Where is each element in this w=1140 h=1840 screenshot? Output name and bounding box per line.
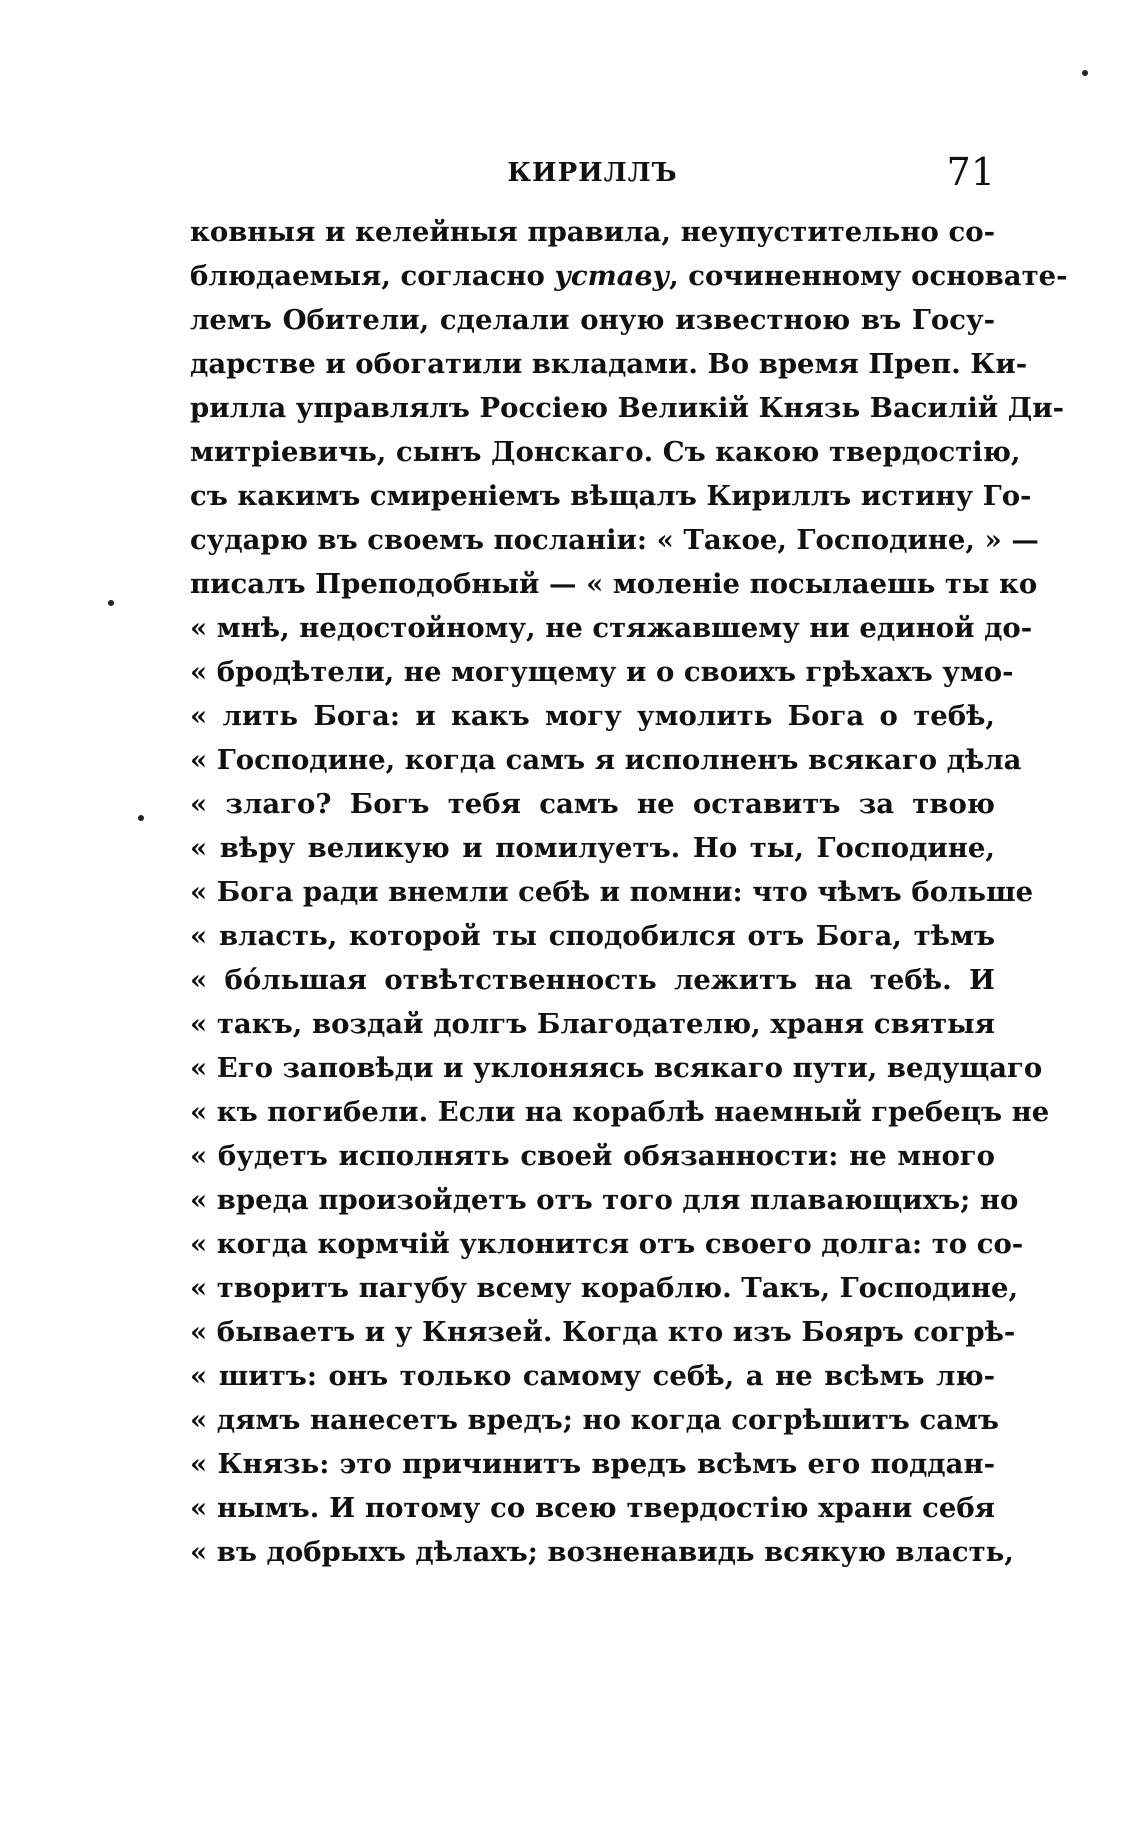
text-line: « бродѣтели, не могущему и о своихъ грѣхахъ умо-: [190, 656, 1014, 688]
text-line: « вреда произойдетъ отъ того для плавающихъ; но: [190, 1184, 1019, 1216]
italic-word: уставу: [554, 260, 670, 292]
scan-speck: [138, 815, 144, 821]
text-line: « когда кормчій уклонится отъ своего долга: то со-: [190, 1228, 1024, 1260]
text-line: « въ добрыхъ дѣлахъ; возненавидь всякую власть,: [190, 1536, 1014, 1568]
text-line: « къ погибели. Если на кораблѣ наемный гребецъ не: [190, 1096, 1050, 1128]
text-line: « Бога ради внемли себѣ и помни: что чѣмъ больше: [190, 876, 1034, 908]
text-line: « бóльшая отвѣтственность лежитъ на тебѣ. И: [190, 964, 995, 996]
scan-speck: [1082, 70, 1088, 76]
text-line: « Господине, когда самъ я исполненъ всякаго дѣла: [190, 744, 1022, 776]
text-line-italic: блюдаемыя, согласно уставу, сочиненному основате-: [190, 260, 1068, 292]
text-line: « Князь: это причинитъ вредъ всѣмъ его поддан-: [190, 1448, 995, 1480]
body-text: [190, 210, 1068, 1574]
text-line: « лить Бога: и какъ могу умолить Бога о тебѣ,: [190, 700, 995, 732]
text-line: « шитъ: онъ только самому себѣ, а не всѣмъ лю-: [190, 1360, 995, 1392]
text-line: рилла управлялъ Россіею Великій Князь Василій Ди-: [190, 392, 1064, 424]
text-line: « бываетъ и у Князей. Когда кто изъ Бояръ согрѣ-: [190, 1316, 1016, 1348]
text-line: « злаго? Богъ тебя самъ не оставитъ за твою: [190, 788, 995, 820]
text-line: « Его заповѣди и уклоняясь всякаго пути, ведущаго: [190, 1052, 1043, 1084]
text-line: « мнѣ, недостойному, не стяжавшему ни единой до-: [190, 612, 1033, 644]
page-number: 71: [946, 150, 995, 194]
text-line: митріевичь, сынъ Донскаго. Съ какою твердостію,: [190, 436, 1021, 468]
text-line: « вѣру великую и помилуетъ. Но ты, Господине,: [190, 832, 995, 864]
text-line: писалъ Преподобный — « моленіе посылаешь ты ко: [190, 568, 1038, 600]
text-line: лемъ Обители, сделали оную известною въ Госу-: [190, 304, 995, 336]
text-line: « будетъ исполнять своей обязанности: не много: [190, 1140, 995, 1172]
text-line: съ какимъ смиреніемъ вѣщалъ Кириллъ истину Го-: [190, 480, 1032, 512]
text-line: сударю въ своемъ посланіи: « Такое, Господине, » —: [190, 524, 1039, 556]
text-line: « нымъ. И потому со всею твердостію храни себя: [190, 1492, 995, 1524]
text-line: ковныя и келейныя правила, неупустительно со-: [190, 216, 995, 248]
page-header: [190, 150, 995, 200]
running-head: КИРИЛЛЪ: [507, 158, 678, 188]
text-line: дарстве и обогатили вкладами. Во время Преп. Ки-: [190, 348, 1028, 380]
text-line: « власть, которой ты сподобился отъ Бога, тѣмъ: [190, 920, 995, 952]
text-line: « творитъ пагубу всему кораблю. Такъ, Господине,: [190, 1272, 1019, 1304]
text-line: « дямъ нанесетъ вредъ; но когда согрѣшитъ самъ: [190, 1404, 999, 1436]
scan-speck: [108, 600, 114, 606]
text-line: « такъ, воздай долгъ Благодателю, храня святыя: [190, 1008, 995, 1040]
